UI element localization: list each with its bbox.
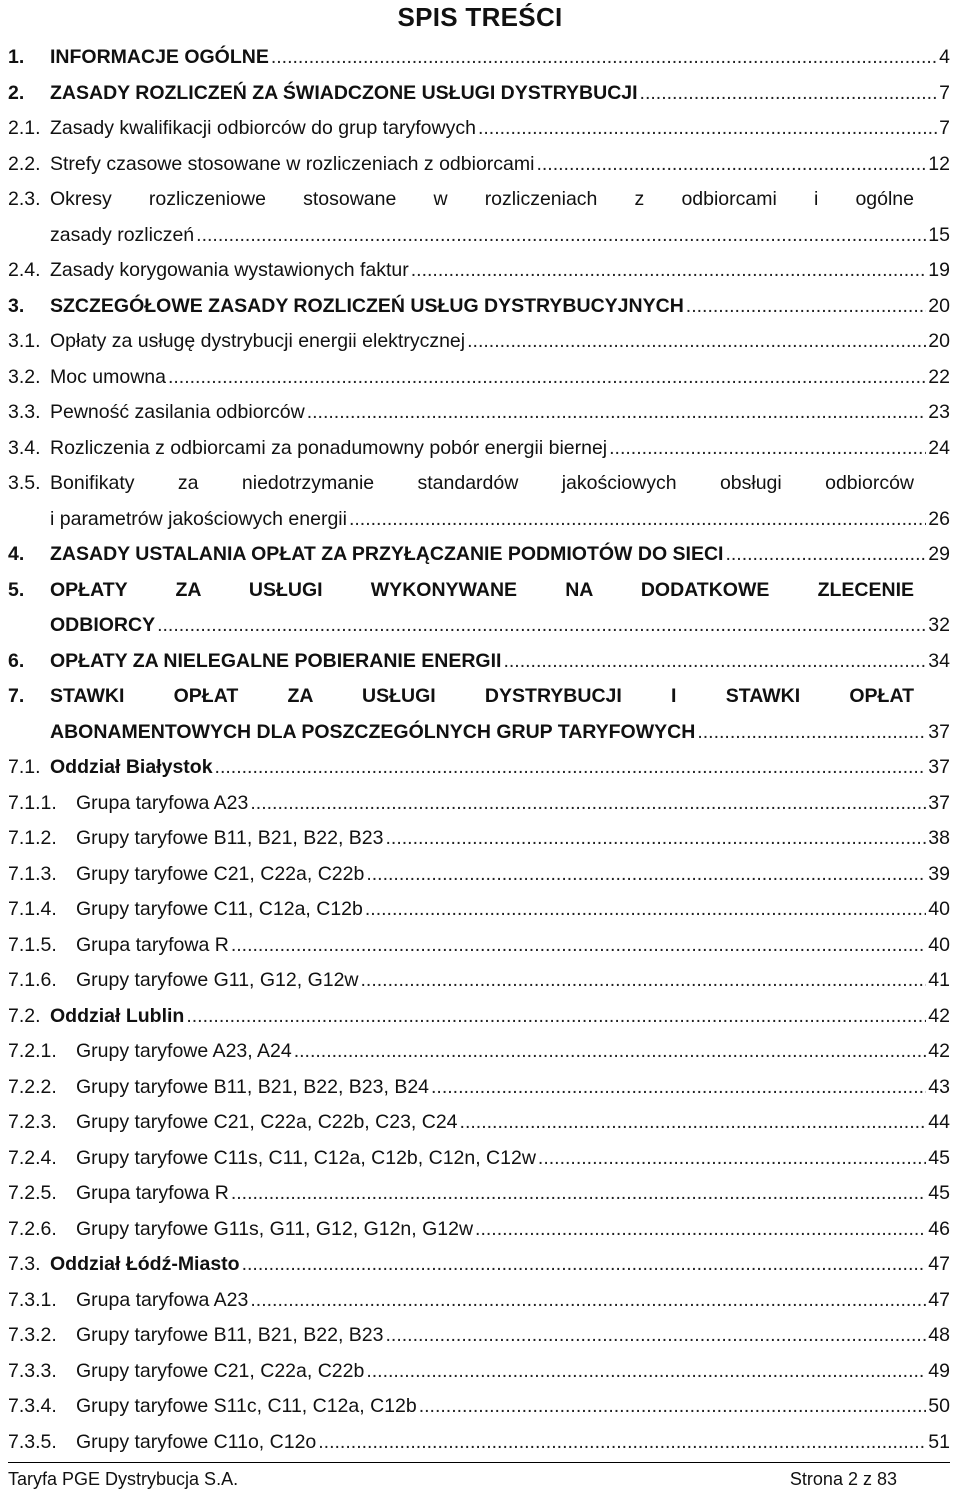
toc-entry[interactable]: [8, 182, 950, 218]
toc-entry-number: 3.: [8, 294, 25, 317]
toc-dot-leader: [361, 963, 927, 999]
toc-entry[interactable]: [8, 1247, 950, 1283]
toc-entry-title: Grupy taryfowe G11, G12, G12w: [76, 969, 359, 991]
toc-dot-leader: [475, 1212, 926, 1248]
toc-page-number: 46: [928, 1217, 950, 1240]
toc-entry-continuation[interactable]: [8, 715, 950, 751]
toc-dot-leader: [467, 324, 926, 360]
toc-entry-number: 7.1.3.: [8, 862, 57, 885]
toc-dot-leader: [640, 76, 938, 112]
toc-dot-leader: [294, 1034, 927, 1070]
toc-entry[interactable]: [8, 1212, 950, 1248]
toc-entry[interactable]: [8, 360, 950, 396]
toc-page-number: 23: [928, 401, 950, 423]
toc-entry-number: 2.4.: [8, 259, 41, 281]
toc-entry-title: Grupa taryfowa R: [76, 933, 229, 956]
toc-entry[interactable]: [8, 111, 950, 147]
toc-entry-title-continued: zasady rozliczeń: [50, 223, 195, 246]
toc-dot-leader: [478, 111, 937, 147]
toc-entry-number: 5.: [8, 578, 25, 601]
toc-entry[interactable]: [8, 1105, 950, 1141]
toc-entry-title: ZASADY USTALANIA OPŁAT ZA PRZYŁĄCZANIE PODMIOTÓW DO SIECI: [50, 543, 724, 565]
toc-entry[interactable]: [8, 857, 950, 893]
toc-entry[interactable]: [8, 1141, 950, 1177]
toc-entry-number: 7.3.: [8, 1253, 41, 1275]
toc-page-number: 42: [928, 1040, 950, 1062]
toc-entry-number: 3.1.: [8, 330, 41, 352]
toc-entry-number: 7.2.: [8, 1004, 41, 1027]
toc-dot-leader: [271, 40, 937, 76]
toc-dot-leader: [168, 360, 926, 396]
toc-entry-title: Grupy taryfowe A23, A24: [76, 1040, 292, 1062]
toc-page-number: 19: [928, 259, 950, 281]
toc-entry-title: Grupa taryfowa A23: [76, 791, 249, 814]
toc-entry[interactable]: [8, 1070, 950, 1106]
toc-entry[interactable]: [8, 76, 950, 112]
toc-entry-number: 3.2.: [8, 365, 41, 388]
toc-page-number: 37: [928, 791, 950, 814]
toc-page-number: 43: [928, 1075, 950, 1098]
toc-entry[interactable]: [8, 253, 950, 289]
footer-document-name: Taryfa PGE Dystrybucja S.A.: [8, 1469, 239, 1489]
toc-entry-title: Okresy rozliczeniowe stosowane w rozliczeniach z odbiorcami i ogólne: [50, 188, 914, 210]
toc-page-number: 47: [928, 1288, 950, 1311]
toc-dot-leader: [385, 1318, 926, 1354]
toc-page-number: 39: [928, 862, 950, 885]
toc-page-number: 12: [928, 152, 950, 175]
toc-dot-leader: [365, 892, 926, 928]
toc-entry-title: Rozliczenia z odbiorcami za ponadumowny pobór energii biernej: [50, 436, 608, 459]
toc-dot-leader: [349, 502, 926, 538]
toc-entry[interactable]: [8, 147, 950, 183]
toc-entry-title: Oddział Lublin: [50, 1004, 185, 1027]
toc-entry[interactable]: [8, 40, 950, 76]
toc-entry-continuation[interactable]: [8, 502, 950, 538]
toc-entry-title: Grupy taryfowe C11o, C12o: [76, 1430, 317, 1453]
toc-dot-leader: [366, 1354, 926, 1390]
toc-entry-number: 3.3.: [8, 401, 41, 423]
toc-entry-title: INFORMACJE OGÓLNE: [50, 46, 269, 68]
toc-dot-leader: [609, 431, 926, 467]
toc-entry-title: Grupy taryfowe B11, B21, B22, B23, B24: [76, 1075, 430, 1098]
toc-page-number: 41: [928, 969, 950, 991]
toc-entry-number: 7.2.5.: [8, 1182, 57, 1204]
toc-page-number: 48: [928, 1324, 950, 1346]
toc-entry[interactable]: [8, 1354, 950, 1390]
toc-entry-title: Opłaty za usługę dystrybucji energii elektrycznej: [50, 330, 466, 352]
toc-page-number: 37: [928, 756, 950, 778]
toc-page-number: 20: [928, 330, 950, 352]
toc-page-number: 4: [939, 46, 950, 68]
toc-entry-number: 1.: [8, 46, 25, 68]
toc-page-number: 24: [928, 436, 950, 459]
toc-page-number: 20: [928, 294, 950, 317]
toc-entry-title: Grupy taryfowe B11, B21, B22, B23: [76, 827, 384, 849]
toc-page-number: 51: [928, 1430, 950, 1453]
page-title: SPIS TREŚCI: [397, 2, 563, 32]
toc-entry-number: 7.3.3.: [8, 1359, 57, 1382]
toc-entry[interactable]: [8, 928, 950, 964]
toc-entry-title: Grupa taryfowa R: [76, 1182, 229, 1204]
toc-dot-leader: [697, 715, 926, 751]
toc-entry-number: 2.2.: [8, 152, 41, 175]
toc-dot-leader: [686, 289, 927, 325]
toc-dot-leader: [431, 1070, 926, 1106]
toc-entry-number: 7.1.1.: [8, 791, 57, 814]
toc-entry-title: Zasady korygowania wystawionych faktur: [50, 259, 409, 281]
toc-entry-number: 7.1.6.: [8, 969, 57, 991]
toc-page-number: 45: [928, 1146, 950, 1169]
toc-entry-number: 2.3.: [8, 188, 41, 210]
toc-dot-leader: [419, 1389, 927, 1425]
toc-page-number: 47: [928, 1253, 950, 1275]
toc-entry[interactable]: [8, 537, 950, 573]
toc-entry-title: Oddział Białystok: [50, 756, 213, 778]
toc-entry-number: 7.: [8, 685, 25, 707]
toc-page-number: 7: [939, 81, 950, 104]
toc-entry[interactable]: [8, 999, 950, 1035]
toc-entry-number: 7.3.5.: [8, 1430, 57, 1453]
toc-entry[interactable]: [8, 1034, 950, 1070]
toc-entry-title-continued: ODBIORCY: [50, 614, 156, 636]
toc-entry-title: SZCZEGÓŁOWE ZASADY ROZLICZEŃ USŁUG DYSTRYBUCYJNYCH: [50, 294, 684, 317]
toc-page-number: 7: [939, 117, 950, 139]
toc-entry[interactable]: [8, 1176, 950, 1212]
toc-dot-leader: [385, 821, 926, 857]
toc-entry-title: Grupy taryfowe C21, C22a, C22b: [76, 862, 365, 885]
toc-entry-number: 7.3.1.: [8, 1288, 57, 1311]
toc-entry-number: 2.1.: [8, 117, 41, 139]
toc-dot-leader: [307, 395, 927, 431]
toc-entry[interactable]: [8, 644, 950, 680]
toc-entry[interactable]: [8, 466, 950, 502]
toc-entry[interactable]: [8, 750, 950, 786]
toc-entry-number: 7.2.6.: [8, 1217, 57, 1240]
toc-page-number: 29: [928, 543, 950, 565]
toc-entry-number: 4.: [8, 543, 25, 565]
toc-page-number: 42: [928, 1004, 950, 1027]
toc-entry-title: Grupy taryfowe C11, C12a, C12b: [76, 898, 363, 920]
toc-entry-number: 7.2.2.: [8, 1075, 57, 1098]
toc-entry-title: Grupy taryfowe B11, B21, B22, B23: [76, 1324, 384, 1346]
toc-entry-title: STAWKI OPŁAT ZA USŁUGI DYSTRYBUCJI I STAWKI OPŁAT: [50, 685, 914, 707]
toc-page-number: 15: [928, 223, 950, 246]
toc-entry-number: 7.2.4.: [8, 1146, 57, 1169]
toc-entry-title: Oddział Łódź-Miasto: [50, 1253, 240, 1275]
toc-page-number: 49: [928, 1359, 950, 1382]
toc-page-number: 34: [928, 649, 950, 672]
toc-entry[interactable]: [8, 431, 950, 467]
toc-entry-title: Grupy taryfowe C21, C22a, C22b, C23, C24: [76, 1111, 458, 1133]
toc-entry-number: 3.5.: [8, 472, 41, 494]
toc-dot-leader: [250, 1283, 926, 1319]
toc-entry[interactable]: [8, 1389, 950, 1425]
toc-entry-title: Bonifikaty za niedotrzymanie standardów jakościowych obsługi odbiorców: [50, 472, 914, 494]
toc-entry[interactable]: [8, 963, 950, 999]
toc-entry-title: Grupy taryfowe C21, C22a, C22b: [76, 1359, 365, 1382]
toc-dot-leader: [411, 253, 927, 289]
toc-page-number: 37: [928, 720, 950, 743]
toc-entry[interactable]: [8, 892, 950, 928]
footer-page-number: Strona 2 z 83: [789, 1469, 897, 1489]
toc-entry[interactable]: [8, 1283, 950, 1319]
toc-dot-leader: [196, 218, 926, 254]
table-of-contents: [8, 40, 950, 1460]
toc-entry-title: Grupy taryfowe G11s, G11, G12, G12n, G12w: [76, 1217, 474, 1240]
toc-entry[interactable]: [8, 786, 950, 822]
toc-entry-title: Moc umowna: [50, 365, 166, 388]
toc-entry-title: Zasady kwalifikacji odbiorców do grup taryfowych: [50, 117, 476, 139]
toc-entry[interactable]: [8, 1425, 950, 1461]
toc-entry[interactable]: [8, 821, 950, 857]
toc-page-number: 40: [928, 898, 950, 920]
toc-entry-title: Pewność zasilania odbiorców: [50, 401, 305, 423]
toc-entry-number: 7.1.2.: [8, 827, 57, 849]
toc-entry-title: Strefy czasowe stosowane w rozliczeniach z odbiorcami: [50, 152, 535, 175]
toc-entry[interactable]: [8, 324, 950, 360]
toc-dot-leader: [725, 537, 926, 573]
toc-entry-continuation[interactable]: [8, 218, 950, 254]
toc-dot-leader: [250, 786, 926, 822]
toc-entry-title-continued: ABONAMENTOWYCH DLA POSZCZEGÓLNYCH GRUP TARYFOWYCH: [50, 720, 696, 743]
toc-dot-leader: [186, 999, 926, 1035]
toc-entry-number: 6.: [8, 649, 25, 672]
toc-entry-title: Grupy taryfowe S11c, C11, C12a, C12b: [76, 1395, 417, 1417]
toc-page-number: 44: [928, 1111, 950, 1133]
toc-entry-number: 2.: [8, 81, 25, 104]
toc-entry[interactable]: [8, 289, 950, 325]
toc-dot-leader: [538, 1141, 926, 1177]
toc-entry-number: 7.1.5.: [8, 933, 57, 956]
toc-dot-leader: [318, 1425, 926, 1461]
toc-entry-number: 3.4.: [8, 436, 41, 459]
toc-dot-leader: [366, 857, 926, 893]
toc-page-number: 38: [928, 827, 950, 849]
toc-entry-number: 7.3.4.: [8, 1395, 57, 1417]
toc-page-number: 26: [928, 507, 950, 530]
toc-page-number: 40: [928, 933, 950, 956]
toc-entry-title-continued: i parametrów jakościowych energii: [50, 507, 347, 530]
toc-dot-leader: [157, 608, 926, 644]
toc-entry-title: Grupa taryfowa A23: [76, 1288, 249, 1311]
toc-entry-number: 7.2.1.: [8, 1040, 57, 1062]
toc-entry-number: 7.2.3.: [8, 1111, 57, 1133]
toc-entry-number: 7.1.: [8, 756, 41, 778]
toc-entry-title: ZASADY ROZLICZEŃ ZA ŚWIADCZONE USŁUGI DYSTRYBUCJI: [50, 81, 638, 104]
toc-dot-leader: [231, 928, 926, 964]
toc-entry-title: OPŁATY ZA USŁUGI WYKONYWANE NA DODATKOWE ZLECENIE: [50, 578, 914, 601]
toc-page-number: 22: [928, 365, 950, 388]
toc-dot-leader: [231, 1176, 926, 1212]
toc-dot-leader: [460, 1105, 927, 1141]
toc-page-number: 50: [928, 1395, 950, 1417]
toc-entry[interactable]: [8, 395, 950, 431]
toc-page-number: 45: [928, 1182, 950, 1204]
toc-entry-number: 7.3.2.: [8, 1324, 57, 1346]
toc-entry-title: OPŁATY ZA NIELEGALNE POBIERANIE ENERGII: [50, 649, 502, 672]
toc-dot-leader: [215, 750, 927, 786]
toc-entry[interactable]: [8, 573, 950, 609]
toc-dot-leader: [503, 644, 926, 680]
toc-entry[interactable]: [8, 679, 950, 715]
toc-dot-leader: [242, 1247, 927, 1283]
toc-dot-leader: [536, 147, 926, 183]
toc-entry-continuation[interactable]: [8, 608, 950, 644]
toc-entry[interactable]: [8, 1318, 950, 1354]
toc-entry-title: Grupy taryfowe C11s, C11, C12a, C12b, C12n, C12w: [76, 1146, 536, 1169]
page-footer: [8, 1462, 950, 1493]
toc-page-number: 32: [928, 614, 950, 636]
toc-entry-number: 7.1.4.: [8, 898, 57, 920]
